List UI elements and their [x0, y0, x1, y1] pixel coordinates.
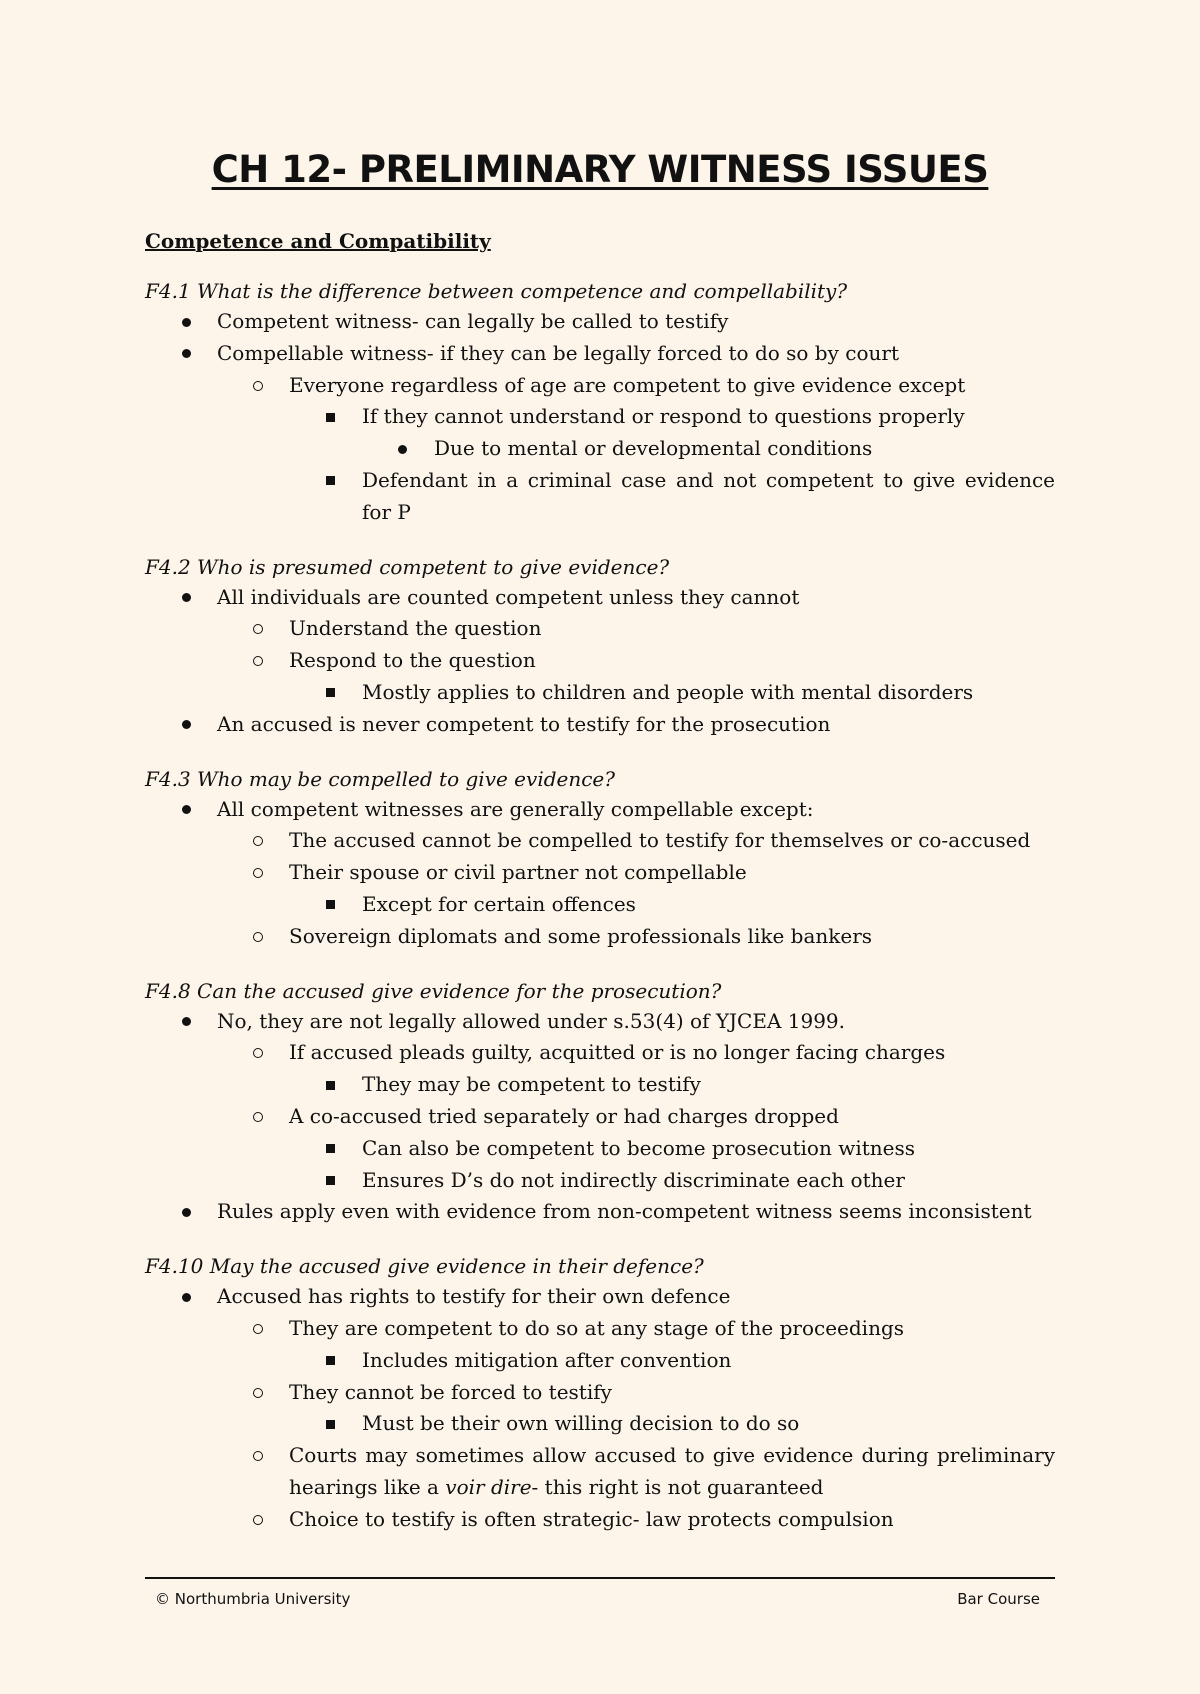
- hollow-bullet-icon: [253, 1101, 263, 1133]
- bullet-text: No, they are not legally allowed under s.53(4) of YJCEA 1999.: [217, 1008, 845, 1033]
- bullet-text: Includes mitigation after convention: [362, 1347, 732, 1372]
- bullet-icon: [398, 433, 407, 465]
- bullet-item: [145, 889, 1055, 921]
- footer-copyright: © Northumbria University: [155, 1590, 351, 1608]
- bullet-item: [145, 433, 1055, 465]
- bullet-item: [145, 1313, 1055, 1345]
- bullet-item: [145, 1069, 1055, 1101]
- question-heading: F4.8 Can the accused give evidence for the prosecution?: [145, 978, 722, 1003]
- question-heading: F4.3 Who may be compelled to give evidence?: [145, 766, 615, 791]
- bullet-text: If they cannot understand or respond to questions properly: [362, 404, 965, 429]
- bullet-text: Mostly applies to children and people with mental disorders: [362, 679, 974, 704]
- square-bullet-icon: [326, 465, 335, 497]
- bullet-text: Sovereign diplomats and some professionals like bankers: [289, 923, 873, 948]
- bullet-item: [145, 1037, 1055, 1069]
- bullet-item: [145, 677, 1055, 709]
- square-bullet-icon: [326, 1408, 335, 1440]
- bullet-icon: [182, 1006, 191, 1038]
- bullet-item: [145, 338, 1055, 370]
- bullet-text: Courts may sometimes allow accused to give evidence during preliminary hearings like a voir dire- this right is not guaranteed: [289, 1443, 1055, 1499]
- bullet-text: Accused has rights to testify for their own defence: [217, 1284, 731, 1309]
- bullet-item: [145, 370, 1055, 402]
- bullet-text: They may be competent to testify: [362, 1072, 701, 1097]
- bullet-item: [145, 465, 1055, 529]
- bullet-text: Respond to the question: [289, 648, 536, 673]
- bullet-item: [145, 1440, 1055, 1504]
- bullet-text: An accused is never competent to testify for the prosecution: [217, 711, 831, 736]
- bullet-icon: [182, 1196, 191, 1228]
- question-heading: F4.2 Who is presumed competent to give evidence?: [145, 554, 670, 579]
- bullet-item: [145, 921, 1055, 953]
- hollow-bullet-icon: [253, 857, 263, 889]
- bullet-item: [145, 401, 1055, 433]
- bullet-item: [145, 709, 1055, 741]
- question-group: [145, 276, 1055, 529]
- bullet-item: [145, 1377, 1055, 1409]
- hollow-bullet-icon: [253, 370, 263, 402]
- bullet-text: Competent witness- can legally be called to testify: [217, 309, 729, 333]
- bullet-text: Except for certain offences: [362, 891, 636, 916]
- footer-course: Bar Course: [957, 1590, 1040, 1608]
- square-bullet-icon: [326, 401, 335, 433]
- bullet-item: [145, 857, 1055, 889]
- hollow-bullet-icon: [253, 1037, 263, 1069]
- question-heading: F4.10 May the accused give evidence in their defence?: [145, 1254, 704, 1279]
- document-body: [145, 228, 1055, 1559]
- bullet-item: [145, 794, 1055, 826]
- section-heading: Competence and Compatibility: [145, 229, 491, 253]
- question-group: [145, 552, 1055, 741]
- square-bullet-icon: [326, 889, 335, 921]
- bullet-icon: [182, 338, 191, 370]
- bullet-text: If accused pleads guilty, acquitted or is no longer facing charges: [289, 1040, 946, 1065]
- bullet-item: [145, 582, 1055, 614]
- bullet-text: A co-accused tried separately or had charges dropped: [289, 1103, 839, 1128]
- bullet-text: Compellable witness- if they can be legally forced to do so by court: [217, 340, 899, 365]
- italic-term: voir dire: [445, 1474, 532, 1499]
- bullet-text: All individuals are counted competent unless they cannot: [217, 584, 800, 609]
- bullet-text: Due to mental or developmental conditions: [434, 436, 873, 461]
- bullet-item: [145, 1408, 1055, 1440]
- bullet-text: Defendant in a criminal case and not competent to give evidence for P: [362, 467, 1055, 524]
- bullet-text: Their spouse or civil partner not compellable: [289, 860, 747, 885]
- bullet-item: [145, 1504, 1055, 1536]
- square-bullet-icon: [326, 1345, 335, 1377]
- square-bullet-icon: [326, 1069, 335, 1101]
- bullet-text: Ensures D’s do not indirectly discriminate each other: [362, 1167, 905, 1192]
- question-group: [145, 1251, 1055, 1535]
- bullet-text: Understand the question: [289, 616, 542, 641]
- hollow-bullet-icon: [253, 1440, 263, 1472]
- bullet-text: Must be their own willing decision to do so: [362, 1411, 800, 1436]
- bullet-item: [145, 1101, 1055, 1133]
- square-bullet-icon: [326, 677, 335, 709]
- bullet-icon: [182, 794, 191, 826]
- bullet-item: [145, 1006, 1055, 1038]
- bullet-item: [145, 613, 1055, 645]
- bullet-text: They are competent to do so at any stage of the proceedings: [289, 1315, 905, 1340]
- square-bullet-icon: [326, 1133, 335, 1165]
- bullet-item: [145, 306, 1055, 338]
- hollow-bullet-icon: [253, 1377, 263, 1409]
- question-group: [145, 764, 1055, 953]
- question-list: [145, 276, 1055, 1536]
- bullet-icon: [182, 1281, 191, 1313]
- bullet-item: [145, 1281, 1055, 1313]
- hollow-bullet-icon: [253, 1313, 263, 1345]
- bullet-item: [145, 825, 1055, 857]
- bullet-icon: [182, 582, 191, 614]
- hollow-bullet-icon: [253, 613, 263, 645]
- bullet-item: [145, 1165, 1055, 1197]
- page-title: CH 12- PRELIMINARY WITNESS ISSUES: [211, 148, 989, 191]
- bullet-text: All competent witnesses are generally compellable except:: [217, 796, 814, 821]
- square-bullet-icon: [326, 1165, 335, 1197]
- bullet-text: Everyone regardless of age are competent to give evidence except: [289, 372, 966, 397]
- bullet-text: Choice to testify is often strategic- law protects compulsion: [289, 1506, 894, 1531]
- question-heading: F4.1 What is the difference between competence and compellability?: [145, 279, 848, 303]
- bullet-item: [145, 1133, 1055, 1165]
- hollow-bullet-icon: [253, 825, 263, 857]
- footer-divider: [145, 1577, 1055, 1579]
- bullet-item: [145, 1196, 1055, 1228]
- hollow-bullet-icon: [253, 921, 263, 953]
- bullet-icon: [182, 306, 191, 338]
- bullet-text: Rules apply even with evidence from non-competent witness seems inconsistent: [217, 1199, 1032, 1224]
- bullet-text: They cannot be forced to testify: [289, 1379, 612, 1404]
- bullet-item: [145, 645, 1055, 677]
- bullet-text: Can also be competent to become prosecution witness: [362, 1135, 916, 1160]
- question-group: [145, 976, 1055, 1229]
- bullet-item: [145, 1345, 1055, 1377]
- bullet-icon: [182, 709, 191, 741]
- bullet-text: The accused cannot be compelled to testify for themselves or co-accused: [289, 828, 1031, 853]
- hollow-bullet-icon: [253, 645, 263, 677]
- hollow-bullet-icon: [253, 1504, 263, 1536]
